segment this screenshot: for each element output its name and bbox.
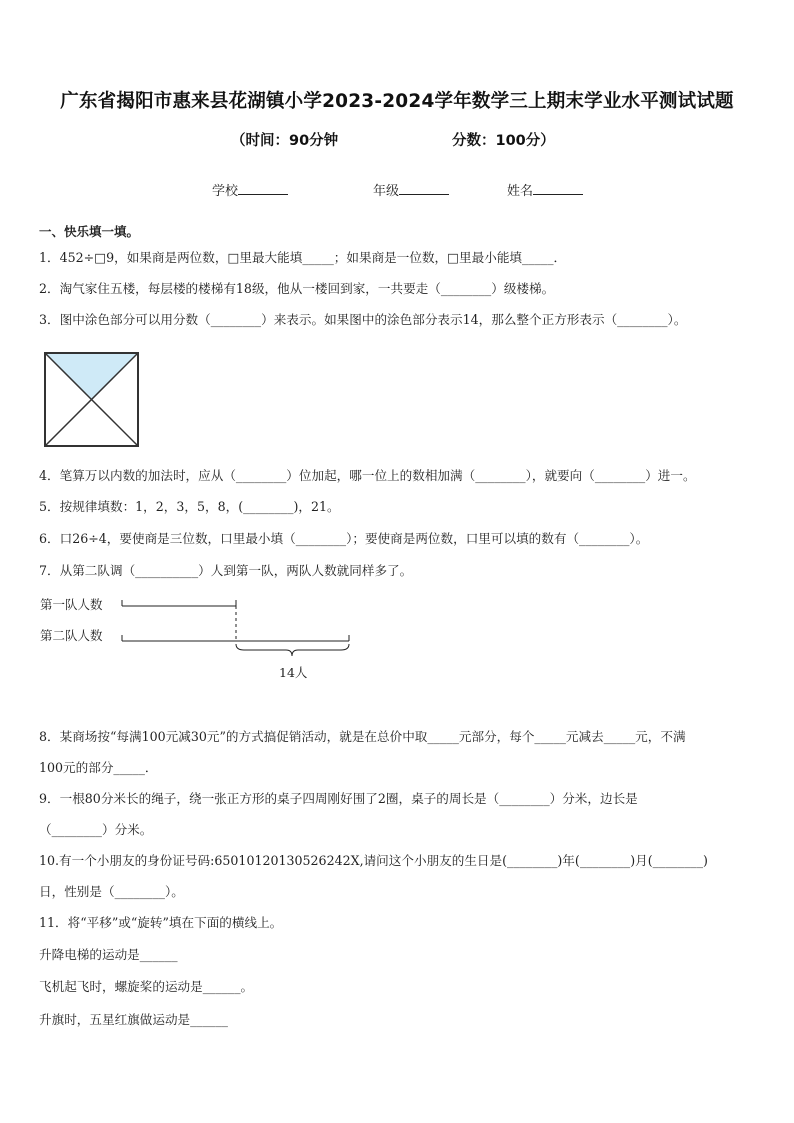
question-10: 10.有一个小朋友的身份证号码:65010120130526242X,请问这个小朋友的生日是(________)年(________)月(________) [39, 853, 708, 868]
page-title: 广东省揭阳市惠来县花湖镇小学2023-2024学年数学三上期末学业水平测试试题 [60, 91, 734, 112]
grade-field [373, 180, 449, 199]
name-field [507, 180, 583, 199]
question-10-cont: 日，性别是（________）。 [39, 884, 184, 899]
exam-score: 分数：100分） [452, 133, 555, 149]
question-11-b: 飞机起飞时，螺旋桨的运动是______。 [39, 979, 254, 994]
school-field [212, 180, 288, 199]
difference-label: 14人 [279, 665, 308, 680]
question-9: 9．一根80分米长的绳子，绕一张正方形的桌子四周刚好围了2圈，桌子的周长是（________）分米，边长是 [39, 791, 638, 806]
school-blank[interactable] [238, 181, 288, 195]
exam-time: （时间：90分钟 [231, 133, 339, 149]
question-11: 11．将“平移”或“旋转”填在下面的横线上。 [39, 915, 283, 930]
team1-label: 第一队人数 [40, 597, 103, 612]
question-4: 4．笔算万以内数的加法时，应从（________）位加起，哪一位上的数相加满（________），就要向（________）进一。 [39, 468, 696, 483]
question-6: 6．口26÷4，要使商是三位数，口里最小填（________）；要使商是两位数，口里可以填的数有（________）。 [39, 531, 649, 546]
team-comparison-figure [38, 590, 368, 685]
school-label: 学校 [212, 184, 239, 199]
question-11-c: 升旗时，五星红旗做运动是______ [39, 1012, 228, 1027]
question-5: 5．按规律填数：1，2，3，5，8，(________)，21。 [39, 499, 340, 514]
question-8: 8．某商场按“每满100元减30元”的方式搞促销活动，就是在总价中取_____元部分，每个_____元减去_____元，不满 [39, 729, 686, 744]
question-3: 3．图中涂色部分可以用分数（________）来表示。如果图中的涂色部分表示14，那么整个正方形表示（________）。 [39, 312, 687, 327]
grade-label: 年级 [373, 184, 400, 199]
question-1: 1．452÷□9，如果商是两位数，□里最大能填_____；如果商是一位数，□里最小能填_____． [39, 250, 567, 265]
question-8-cont: 100元的部分_____． [39, 760, 158, 775]
shaded-triangle [45, 353, 138, 400]
shaded-square-figure [42, 350, 142, 450]
team1-bar [122, 600, 236, 606]
team2-label: 第二队人数 [40, 628, 103, 643]
question-11-a: 升降电梯的运动是______ [39, 947, 178, 962]
grade-blank[interactable] [399, 181, 449, 195]
name-blank[interactable] [533, 181, 583, 195]
question-7: 7．从第二队调（__________）人到第一队，两队人数就同样多了。 [39, 563, 413, 578]
difference-brace [236, 644, 349, 656]
question-9-cont: （________）分米。 [39, 822, 153, 837]
name-label: 姓名 [507, 184, 534, 199]
section-heading: 一、快乐填一填。 [39, 224, 140, 239]
question-2: 2．淘气家住五楼，每层楼的楼梯有18级，他从一楼回到家，一共要走（________）级楼梯。 [39, 281, 555, 296]
